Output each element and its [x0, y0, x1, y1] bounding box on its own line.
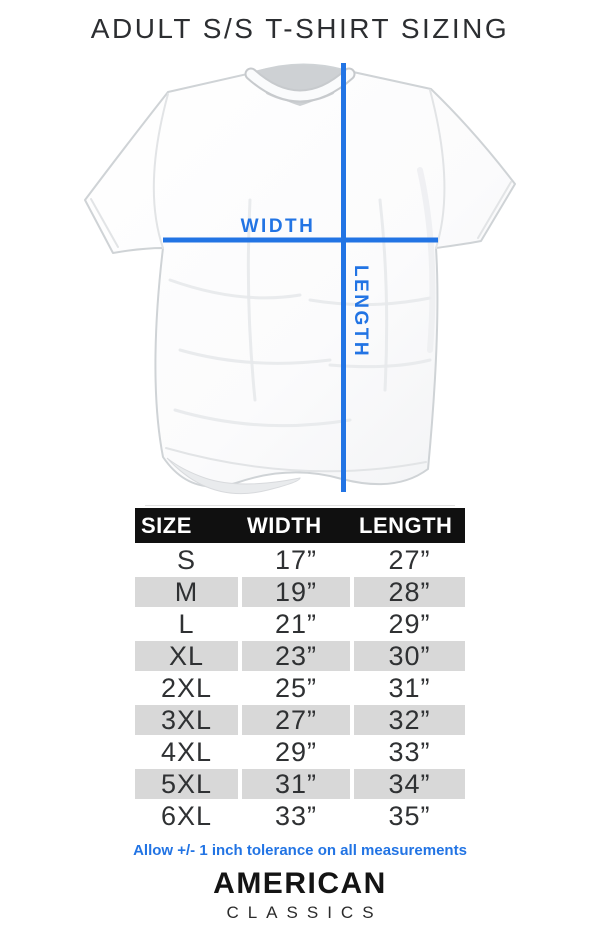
page-title: ADULT S/S T-SHIRT SIZING	[90, 13, 510, 44]
width-cell: 19”	[242, 577, 350, 607]
table-row	[135, 577, 465, 607]
length-cell: 27”	[354, 545, 465, 575]
size-cell: M	[135, 577, 238, 607]
table-row	[135, 641, 465, 671]
length-cell: 31”	[354, 673, 465, 703]
column-header-size: SIZE	[141, 512, 192, 538]
table-row	[135, 673, 465, 703]
width-cell: 31”	[242, 769, 350, 799]
size-chart-header	[135, 508, 465, 543]
width-label: WIDTH	[240, 216, 316, 237]
length-cell: 34”	[354, 769, 465, 799]
table-row	[135, 545, 465, 575]
brand-subname: CLASSICS	[226, 902, 383, 922]
length-cell: 35”	[354, 801, 465, 831]
width-cell: 21”	[242, 609, 350, 639]
brand-name: AMERICAN	[213, 867, 387, 900]
size-table-rows	[135, 545, 465, 831]
size-cell: S	[135, 545, 238, 575]
table-row	[135, 769, 465, 799]
length-cell: 33”	[354, 737, 465, 767]
width-cell: 27”	[242, 705, 350, 735]
length-cell: 30”	[354, 641, 465, 671]
table-row	[135, 705, 465, 735]
photo-bottom-edge	[145, 505, 455, 506]
size-cell: 3XL	[135, 705, 238, 735]
size-cell: 4XL	[135, 737, 238, 767]
width-cell: 33”	[242, 801, 350, 831]
tshirt-diagram	[0, 50, 600, 510]
table-row	[135, 737, 465, 767]
tolerance-note: Allow +/- 1 inch tolerance on all measurements	[133, 842, 467, 859]
table-row	[135, 801, 465, 831]
length-label: LENGTH	[350, 265, 371, 359]
size-cell: 6XL	[135, 801, 238, 831]
width-cell: 29”	[242, 737, 350, 767]
length-cell: 32”	[354, 705, 465, 735]
length-cell: 29”	[354, 609, 465, 639]
length-cell: 28”	[354, 577, 465, 607]
size-chart-table	[135, 508, 465, 833]
size-cell: L	[135, 609, 238, 639]
width-cell: 23”	[242, 641, 350, 671]
width-cell: 17”	[242, 545, 350, 575]
tshirt-graphic	[85, 64, 515, 493]
column-header-length: LENGTH	[359, 512, 453, 538]
size-cell: XL	[135, 641, 238, 671]
column-header-width: WIDTH	[247, 512, 322, 538]
size-cell: 5XL	[135, 769, 238, 799]
width-cell: 25”	[242, 673, 350, 703]
size-cell: 2XL	[135, 673, 238, 703]
table-row	[135, 609, 465, 639]
brand-logo	[0, 868, 600, 923]
